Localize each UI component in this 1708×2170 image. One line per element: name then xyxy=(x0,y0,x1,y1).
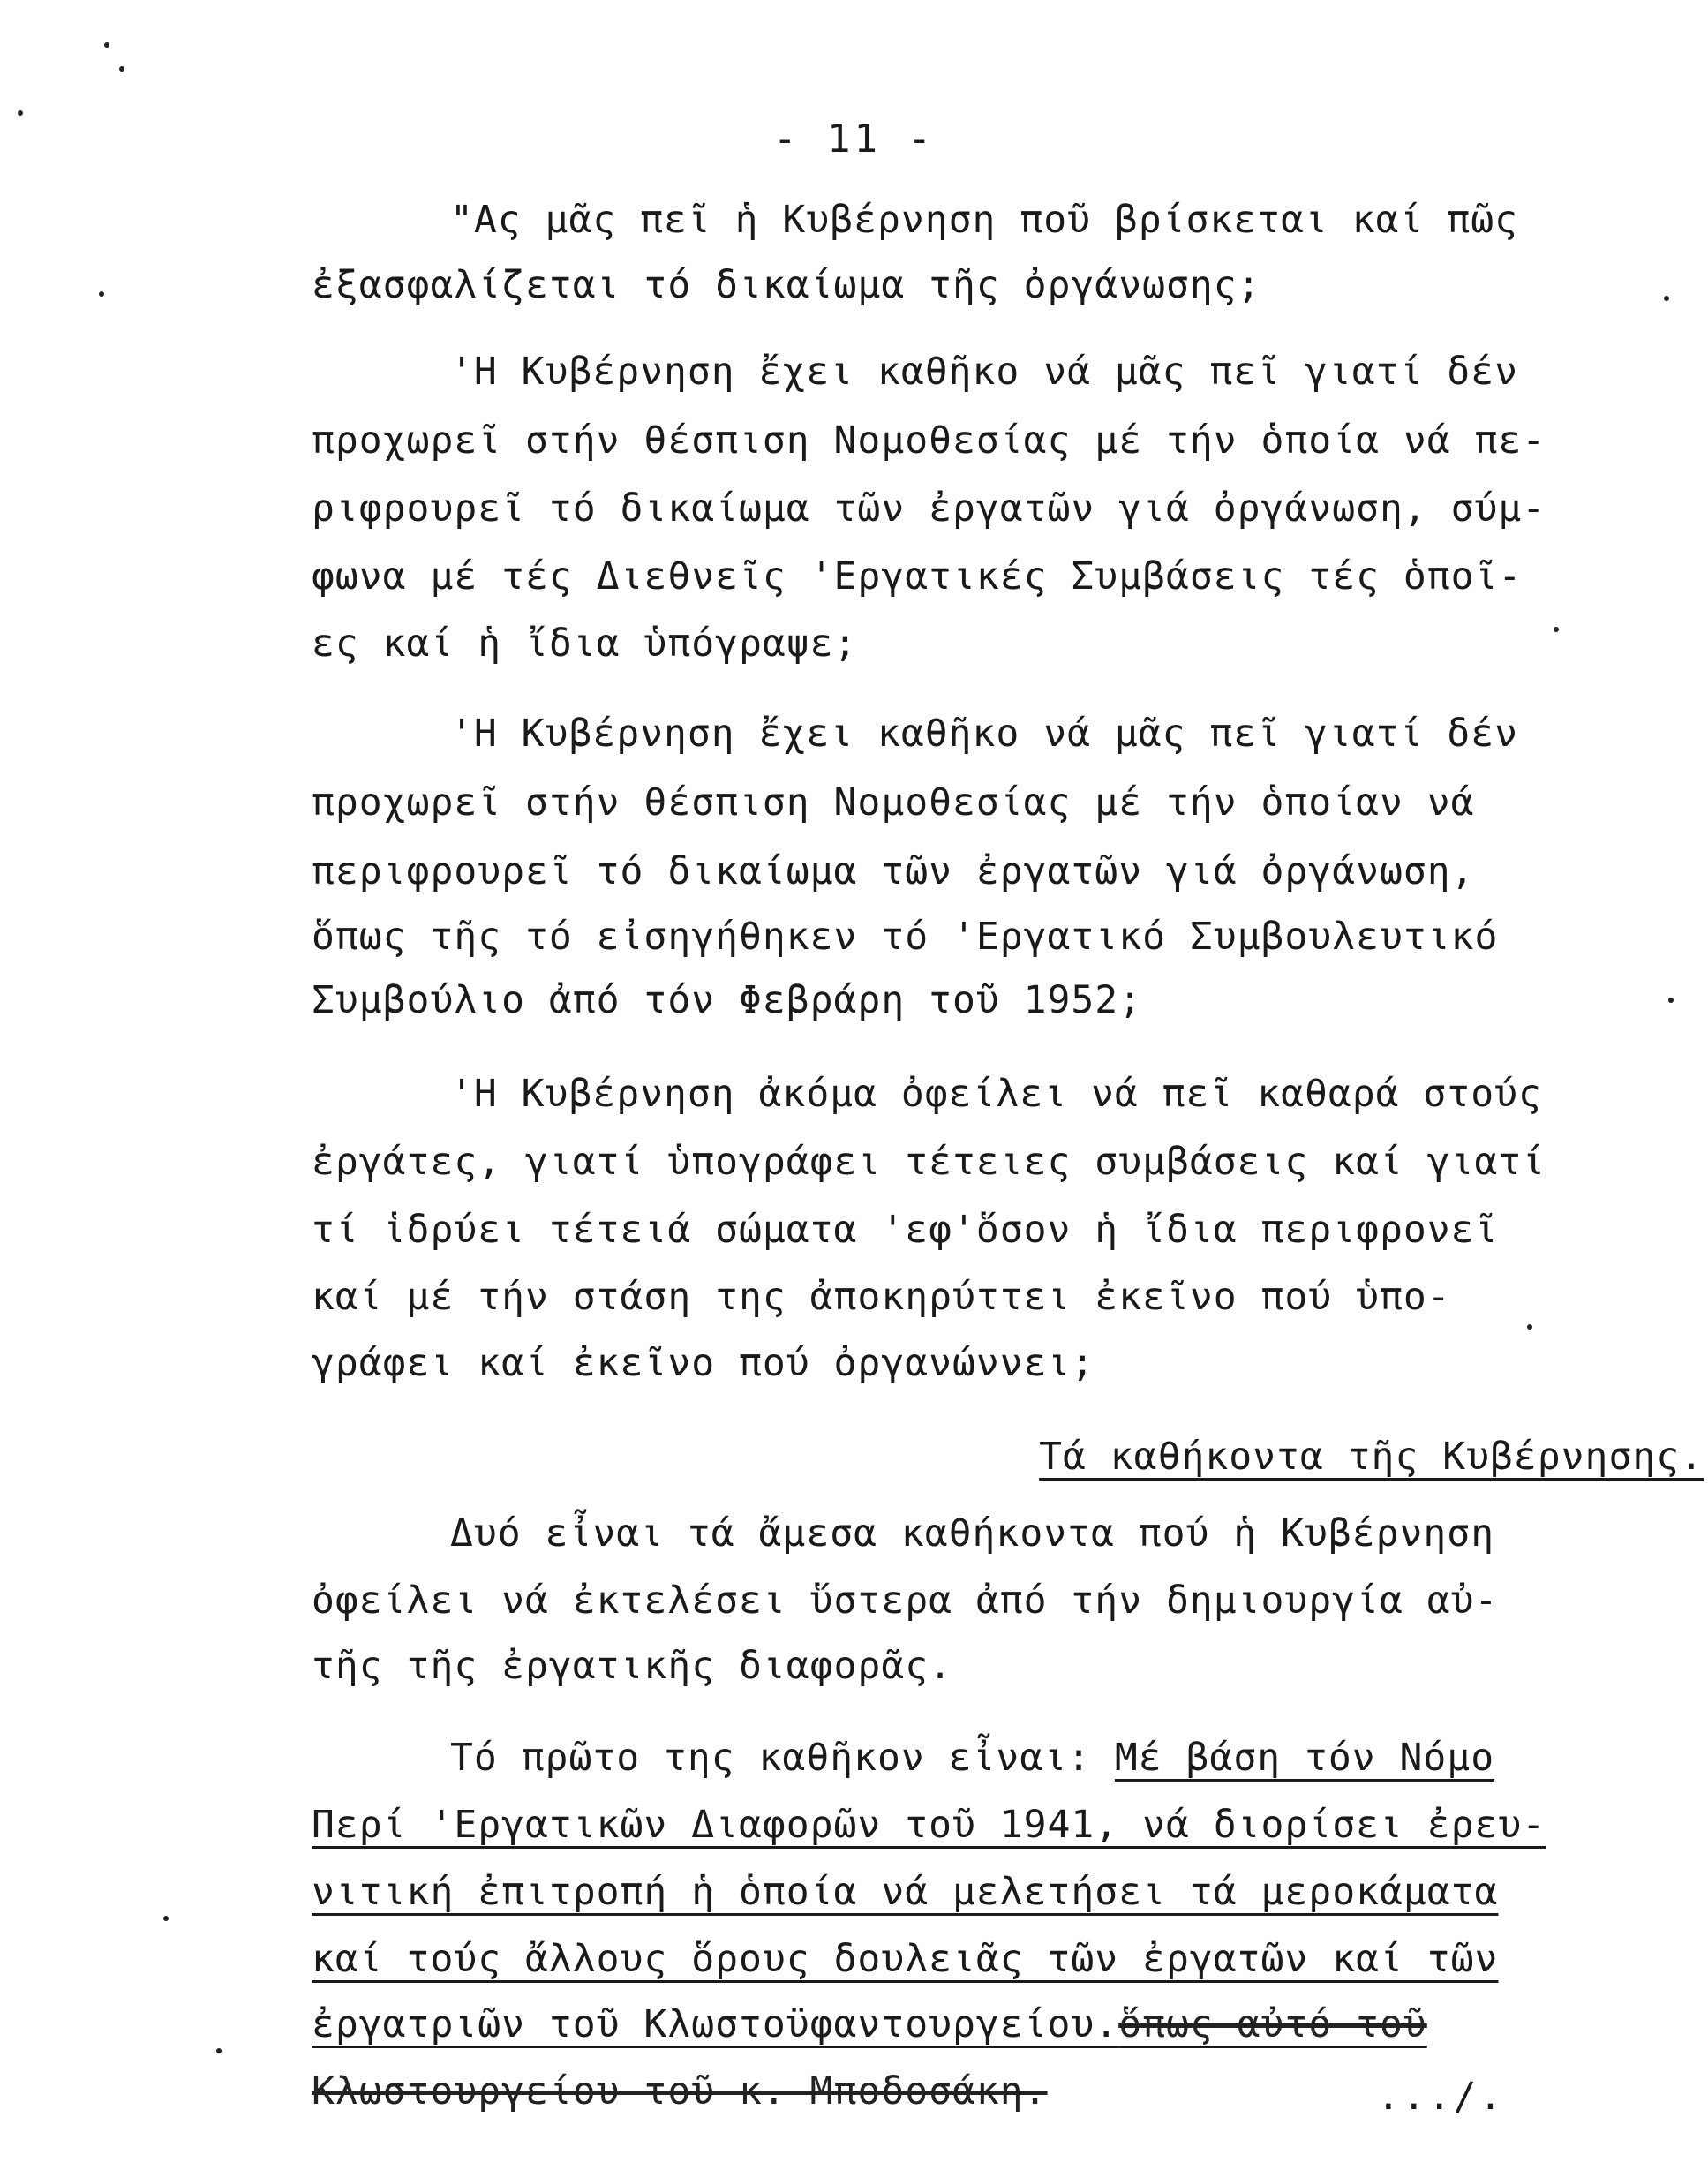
paragraph-6-line-4: καί τούς ἄλλους ὅρους δουλειᾶς τῶν ἐργατῶν καί τῶν xyxy=(312,1937,1499,1981)
scan-speck xyxy=(1527,1324,1532,1330)
paragraph-6-lead: Τό πρῶτο της καθῆκον εἶναι: xyxy=(450,1736,1115,1780)
paragraph-3-line-2: προχωρεῖ στήν θέσπιση Νομοθεσίας μέ τήν ὁποίαν νά xyxy=(312,780,1475,825)
scan-speck xyxy=(99,291,104,297)
continuation-mark: .../. xyxy=(1377,2075,1505,2119)
section-heading: Τά καθήκοντα τῆς Κυβέρνησης. xyxy=(1039,1435,1704,1479)
paragraph-2-line-2: προχωρεῖ στήν θέσπιση Νομοθεσίας μέ τήν ὁποία νά πε- xyxy=(312,418,1546,463)
paragraph-2-line-1: 'Η Κυβέρνηση ἔχει καθῆκο νά μᾶς πεῖ γιατί δέν xyxy=(450,350,1518,394)
paragraph-4-line-2: ἐργάτες, γιατί ὑπογράφει τέτειες συμβάσεις καί γιατί xyxy=(312,1140,1546,1184)
paragraph-4-line-4: καί μέ τήν στάση της ἀποκηρύττει ἐκεῖνο πού ὑπο- xyxy=(312,1275,1451,1319)
struck-out-text: ὅπως αὐτό τοῦ xyxy=(1118,2002,1427,2046)
scan-speck xyxy=(216,2048,222,2053)
paragraph-5-line-3: τῆς τῆς ἐργατικῆς διαφορᾶς. xyxy=(312,1644,952,1688)
paragraph-1-line-2: ἐξασφαλίζεται τό δικαίωμα τῆς ὀργάνωσης; xyxy=(312,263,1261,307)
scan-speck xyxy=(1664,296,1669,301)
paragraph-5-line-1: Δυό εἶναι τά ἄμεσα καθήκοντα πού ἡ Κυβέρνηση xyxy=(450,1511,1495,1556)
paragraph-6-line-3: νιτική ἐπιτροπή ἡ ὁποία νά μελετήσει τά μεροκάματα xyxy=(312,1870,1499,1914)
scan-speck xyxy=(18,110,23,116)
paragraph-4-line-5: γράφει καί ἐκεῖνο πού ὀργανώννει; xyxy=(312,1341,1095,1385)
paragraph-6-line-5-text: ἐργατριῶν τοῦ Κλωστοϋφαντουργείου. xyxy=(312,2002,1119,2046)
page-number: - 11 - xyxy=(773,117,935,162)
paragraph-3-line-1: 'Η Κυβέρνηση ἔχει καθῆκο νά μᾶς πεῖ γιατί δέν xyxy=(450,712,1518,756)
scan-speck xyxy=(163,1916,169,1921)
paragraph-6-line-5 xyxy=(312,2002,1427,2046)
paragraph-3-line-3: περιφρουρεῖ τό δικαίωμα τῶν ἐργατῶν γιά ὀργάνωση, xyxy=(312,849,1475,893)
scan-speck xyxy=(1554,627,1559,632)
scan-speck xyxy=(119,66,124,72)
struck-out-line: Κλωστουργείου τοῦ κ. Μποδοσάκη. xyxy=(312,2069,1048,2113)
paragraph-6-lead-underlined: Μέ βάση τόν Νόμο xyxy=(1114,1736,1495,1780)
paragraph-2-line-4: φωνα μέ τές Διεθνεῖς 'Εργατικές Συμβάσεις τές ὁποῖ- xyxy=(312,554,1523,599)
paragraph-6-line-1 xyxy=(450,1736,1495,1780)
paragraph-2-line-3: ριφρουρεῖ τό δικαίωμα τῶν ἐργατῶν γιά ὀργάνωση, σύμ- xyxy=(312,486,1546,531)
paragraph-6-line-6 xyxy=(312,2069,1048,2113)
paragraph-4-line-1: 'Η Κυβέρνηση ἀκόμα ὀφείλει νά πεῖ καθαρά στούς xyxy=(450,1072,1542,1116)
paragraph-6-line-2: Περί 'Εργατικῶν Διαφορῶν τοῦ 1941, νά διορίσει ἐρευ- xyxy=(312,1803,1546,1847)
paragraph-3-line-4: ὅπως τῆς τό εἰσηγήθηκεν τό 'Εργατικό Συμβουλευτικό xyxy=(312,915,1499,959)
scan-speck xyxy=(1668,998,1674,1003)
paragraph-2-line-5: ες καί ἡ ἴδια ὑπόγραψε; xyxy=(312,622,858,666)
paragraph-4-line-3: τί ἱδρύει τέτειά σώματα 'εφ'ὅσον ἡ ἴδια περιφρονεῖ xyxy=(312,1208,1499,1252)
paragraph-1-line-1: "Ας μᾶς πεῖ ἡ Κυβέρνηση ποῦ βρίσκεται καί πῶς xyxy=(450,198,1518,242)
paragraph-3-line-5: Συμβούλιο ἀπό τόν Φεβράρη τοῦ 1952; xyxy=(312,978,1143,1022)
paragraph-5-line-2: ὀφείλει νά ἐκτελέσει ὕστερα ἀπό τήν δημιουργία αὐ- xyxy=(312,1579,1499,1623)
scan-speck xyxy=(104,42,109,48)
